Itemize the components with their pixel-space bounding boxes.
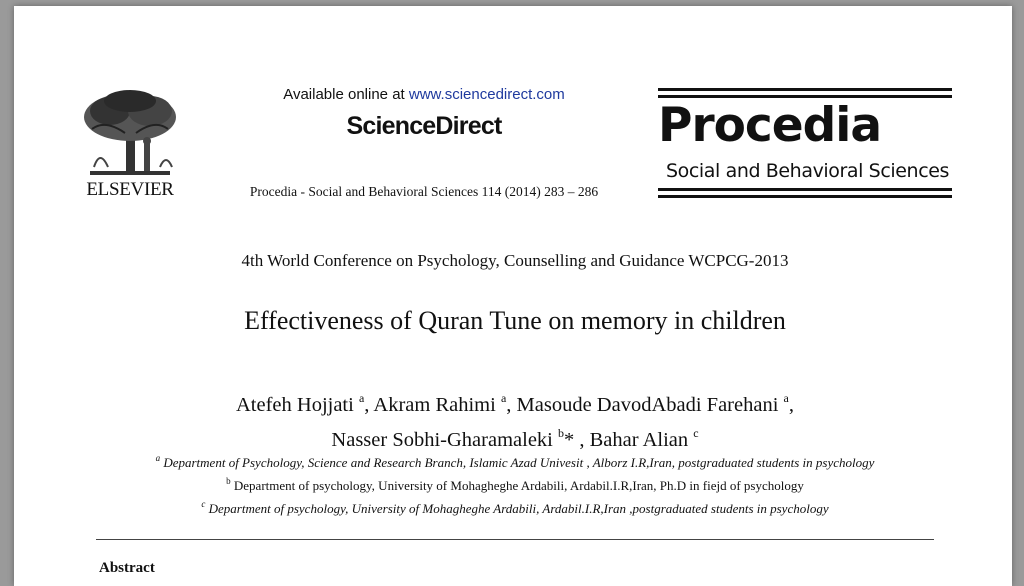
- availability-line: [244, 86, 604, 103]
- logo-rule-top-1: [658, 88, 952, 91]
- abstract-heading: Abstract: [99, 560, 155, 576]
- section-divider: [96, 539, 934, 540]
- affiliation-marker: a: [155, 453, 161, 463]
- affiliation-marker: c: [201, 499, 206, 509]
- affiliation-text: Department of psychology, University of Mohagheghe Ardabili, Ardabil.I.R,Iran ,postgraduated students in psychology: [208, 501, 829, 516]
- author-name: Masoude DavodAbadi Farehani: [516, 394, 779, 416]
- affiliation-c: [14, 495, 1016, 518]
- procedia-title: Procedia: [658, 98, 882, 153]
- affiliation-marker: a: [500, 391, 507, 405]
- affiliation-a: [14, 449, 1016, 472]
- author-list: Atefeh Hojjati $^a$, Akram Rahimi $^a$, Masoude DavodAbadi Farehani $^a$, Nasser Sobhi-Gharamaleki $^b$* , Bahar Alian $^c$: [235, 391, 794, 451]
- affiliation-list: [14, 449, 1016, 518]
- author-name: Akram Rahimi: [373, 394, 496, 416]
- affiliation-marker: a: [783, 391, 789, 405]
- paper-title: Effectiveness of Quran Tune on memory in children: [244, 306, 786, 335]
- author-name: Bahar Alian: [589, 429, 689, 451]
- affiliation-marker: c: [693, 426, 699, 440]
- affiliation-text: Department of psychology, University of Mohagheghe Ardabili, Ardabil.I.R,Iran, Ph.D in fiejd of psychology: [233, 478, 804, 493]
- affiliation-b: [14, 472, 1016, 495]
- available-prefix: Available online at: [283, 86, 405, 103]
- affiliation-marker: b: [226, 476, 231, 486]
- sciencedirect-link[interactable]: www.sciencedirect.com: [408, 86, 565, 103]
- elsevier-wordmark: ELSEVIER: [86, 179, 174, 200]
- procedia-subtitle: Social and Behavioral Sciences: [666, 160, 950, 182]
- corresponding-author-mark: *: [564, 429, 575, 451]
- elsevier-tree-icon: [80, 89, 180, 179]
- logo-rule-bottom-2: [658, 195, 952, 198]
- elsevier-logo: [80, 89, 180, 209]
- procedia-logo: [658, 88, 954, 200]
- journal-citation: Procedia - Social and Behavioral Sciences 114 (2014) 283 – 286: [249, 184, 599, 199]
- author-name: Atefeh Hojjati: [235, 394, 354, 416]
- affiliation-text: Department of Psychology, Science and Research Branch, Islamic Azad Univesit , Alborz I.R,Iran, postgraduated students in psychology: [163, 455, 875, 470]
- author-name: Nasser Sobhi-Gharamaleki: [331, 429, 553, 451]
- conference-line: 4th World Conference on Psychology, Counselling and Guidance WCPCG-2013: [241, 251, 789, 270]
- affiliation-marker: a: [358, 391, 365, 405]
- paper-page: [14, 6, 1012, 586]
- affiliation-marker: b: [558, 426, 564, 440]
- logo-rule-bottom-1: [658, 188, 952, 191]
- sciencedirect-logo: ScienceDirect: [346, 112, 502, 140]
